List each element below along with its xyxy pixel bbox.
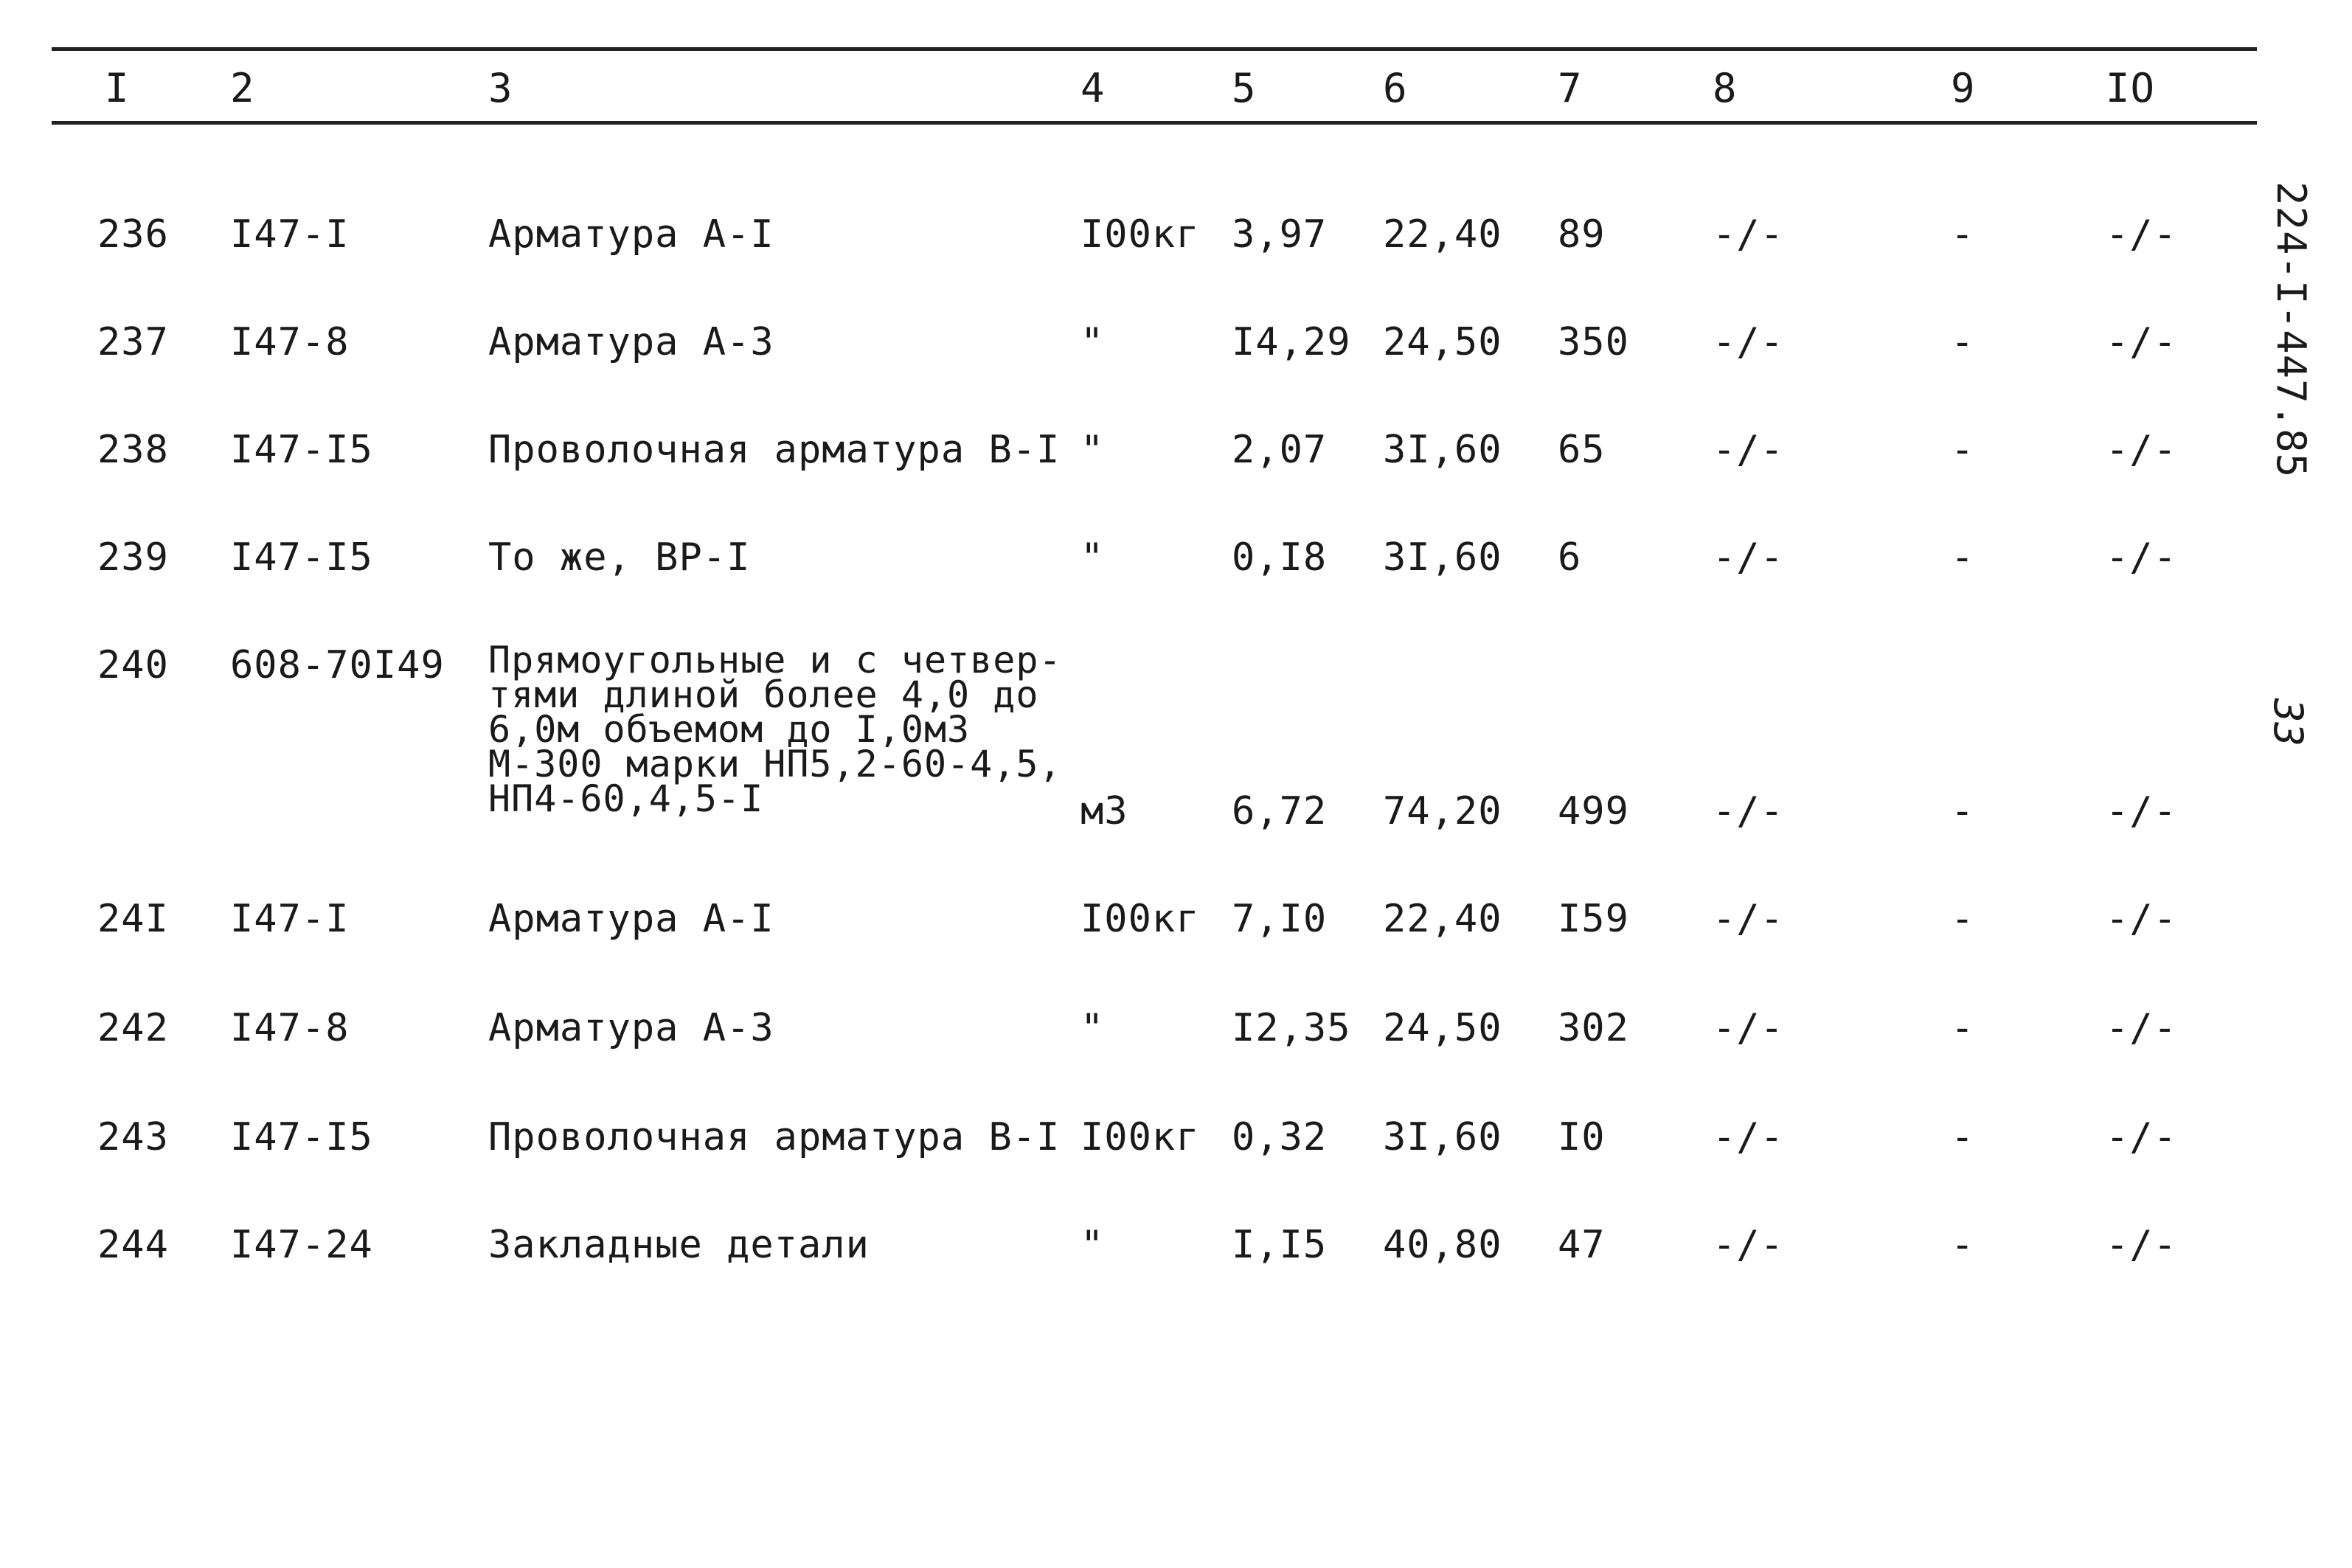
col-10-value: -/- <box>2106 1115 2177 1159</box>
col-9-value: - <box>1951 897 1975 941</box>
col-10-value: -/- <box>2106 212 2177 257</box>
col-10-value: -/- <box>2106 320 2177 364</box>
work-description: Арматура А-I <box>488 212 774 257</box>
unit: " <box>1080 428 1105 472</box>
unit: I00кг <box>1080 1115 1200 1159</box>
quantity: 7,I0 <box>1232 897 1328 941</box>
col-8-value: -/- <box>1713 320 1784 364</box>
unit: " <box>1080 1006 1105 1050</box>
row-number: 238 <box>97 428 169 472</box>
header-col-3: 3 <box>488 65 513 111</box>
col-8-value: -/- <box>1713 1006 1784 1050</box>
work-description: Прямоугольные и с четвер- тями длиной более 4,0 до 6,0м объемом до I,0м3 М-300 марки НП5,2-60-4,5, НП4-60,4,5-I <box>488 639 1062 820</box>
page-number: 33 <box>2265 698 2312 747</box>
row-number: 239 <box>97 535 169 580</box>
header-col-1: I <box>105 65 130 111</box>
quantity: I4,29 <box>1232 320 1351 364</box>
header-col-5: 5 <box>1232 65 1257 111</box>
work-description: Арматура А-3 <box>488 1006 774 1050</box>
rate-code: I47-I5 <box>230 535 373 580</box>
total-cost: I59 <box>1558 897 1629 941</box>
rate-code: I47-24 <box>230 1223 373 1267</box>
total-cost: 47 <box>1558 1223 1606 1267</box>
header-col-4: 4 <box>1080 65 1106 111</box>
unit-price: 24,50 <box>1383 320 1502 364</box>
unit: " <box>1080 1223 1105 1267</box>
header-col-7: 7 <box>1558 65 1583 111</box>
unit: м3 <box>1080 789 1128 833</box>
row-number: 236 <box>97 212 169 257</box>
col-9-value: - <box>1951 1223 1975 1267</box>
work-description: То же, ВР-I <box>488 535 751 580</box>
work-description: Арматура А-3 <box>488 320 774 364</box>
header-col-9: 9 <box>1951 65 1976 111</box>
unit: I00кг <box>1080 897 1200 941</box>
col-8-value: -/- <box>1713 428 1784 472</box>
col-8-value: -/- <box>1713 789 1784 833</box>
unit: I00кг <box>1080 212 1200 257</box>
row-number: 242 <box>97 1006 169 1050</box>
unit-price: 22,40 <box>1383 212 1502 257</box>
col-10-value: -/- <box>2106 1006 2177 1050</box>
col-8-value: -/- <box>1713 1223 1784 1267</box>
total-cost: 65 <box>1558 428 1606 472</box>
unit: " <box>1080 535 1105 580</box>
col-9-value: - <box>1951 1006 1975 1050</box>
unit-price: 24,50 <box>1383 1006 1502 1050</box>
quantity: I2,35 <box>1232 1006 1351 1050</box>
quantity: 3,97 <box>1232 212 1328 257</box>
header-col-6: 6 <box>1383 65 1408 111</box>
document-code: 224-I-447.85 <box>2268 181 2314 479</box>
col-10-value: -/- <box>2106 1223 2177 1267</box>
col-9-value: - <box>1951 320 1975 364</box>
work-description: Проволочная арматура В-I <box>488 428 1061 472</box>
col-10-value: -/- <box>2106 535 2177 580</box>
quantity: 2,07 <box>1232 428 1328 472</box>
total-cost: 350 <box>1558 320 1629 364</box>
col-9-value: - <box>1951 428 1975 472</box>
rate-code: 608-70I49 <box>230 643 445 687</box>
work-description: Закладные детали <box>488 1223 870 1267</box>
row-number: 240 <box>97 643 169 687</box>
rate-code: I47-8 <box>230 1006 350 1050</box>
quantity: I,I5 <box>1232 1223 1328 1267</box>
row-number: 24I <box>97 897 169 941</box>
rate-code: I47-I <box>230 897 350 941</box>
header-bottom-rule <box>52 121 2257 125</box>
col-8-value: -/- <box>1713 897 1784 941</box>
rate-code: I47-I5 <box>230 428 373 472</box>
rate-code: I47-I5 <box>230 1115 373 1159</box>
col-9-value: - <box>1951 535 1975 580</box>
total-cost: 89 <box>1558 212 1606 257</box>
rate-code: I47-I <box>230 212 350 257</box>
quantity: 0,32 <box>1232 1115 1328 1159</box>
unit-price: 3I,60 <box>1383 535 1502 580</box>
row-number: 243 <box>97 1115 169 1159</box>
unit-price: 74,20 <box>1383 789 1502 833</box>
work-description: Проволочная арматура В-I <box>488 1115 1061 1159</box>
header-col-10: IO <box>2106 65 2156 111</box>
total-cost: 6 <box>1558 535 1582 580</box>
total-cost: I0 <box>1558 1115 1606 1159</box>
header-col-2: 2 <box>230 65 255 111</box>
quantity: 0,I8 <box>1232 535 1328 580</box>
col-9-value: - <box>1951 789 1975 833</box>
row-number: 237 <box>97 320 169 364</box>
unit: " <box>1080 320 1105 364</box>
row-number: 244 <box>97 1223 169 1267</box>
unit-price: 3I,60 <box>1383 1115 1502 1159</box>
quantity: 6,72 <box>1232 789 1328 833</box>
work-description: Арматура А-I <box>488 897 774 941</box>
col-10-value: -/- <box>2106 789 2177 833</box>
header-col-8: 8 <box>1713 65 1738 111</box>
total-cost: 499 <box>1558 789 1629 833</box>
col-10-value: -/- <box>2106 428 2177 472</box>
header-top-rule <box>52 47 2257 51</box>
total-cost: 302 <box>1558 1006 1629 1050</box>
col-9-value: - <box>1951 212 1975 257</box>
col-10-value: -/- <box>2106 897 2177 941</box>
unit-price: 22,40 <box>1383 897 1502 941</box>
rate-code: I47-8 <box>230 320 350 364</box>
unit-price: 3I,60 <box>1383 428 1502 472</box>
col-8-value: -/- <box>1713 1115 1784 1159</box>
col-8-value: -/- <box>1713 535 1784 580</box>
col-8-value: -/- <box>1713 212 1784 257</box>
col-9-value: - <box>1951 1115 1975 1159</box>
unit-price: 40,80 <box>1383 1223 1502 1267</box>
